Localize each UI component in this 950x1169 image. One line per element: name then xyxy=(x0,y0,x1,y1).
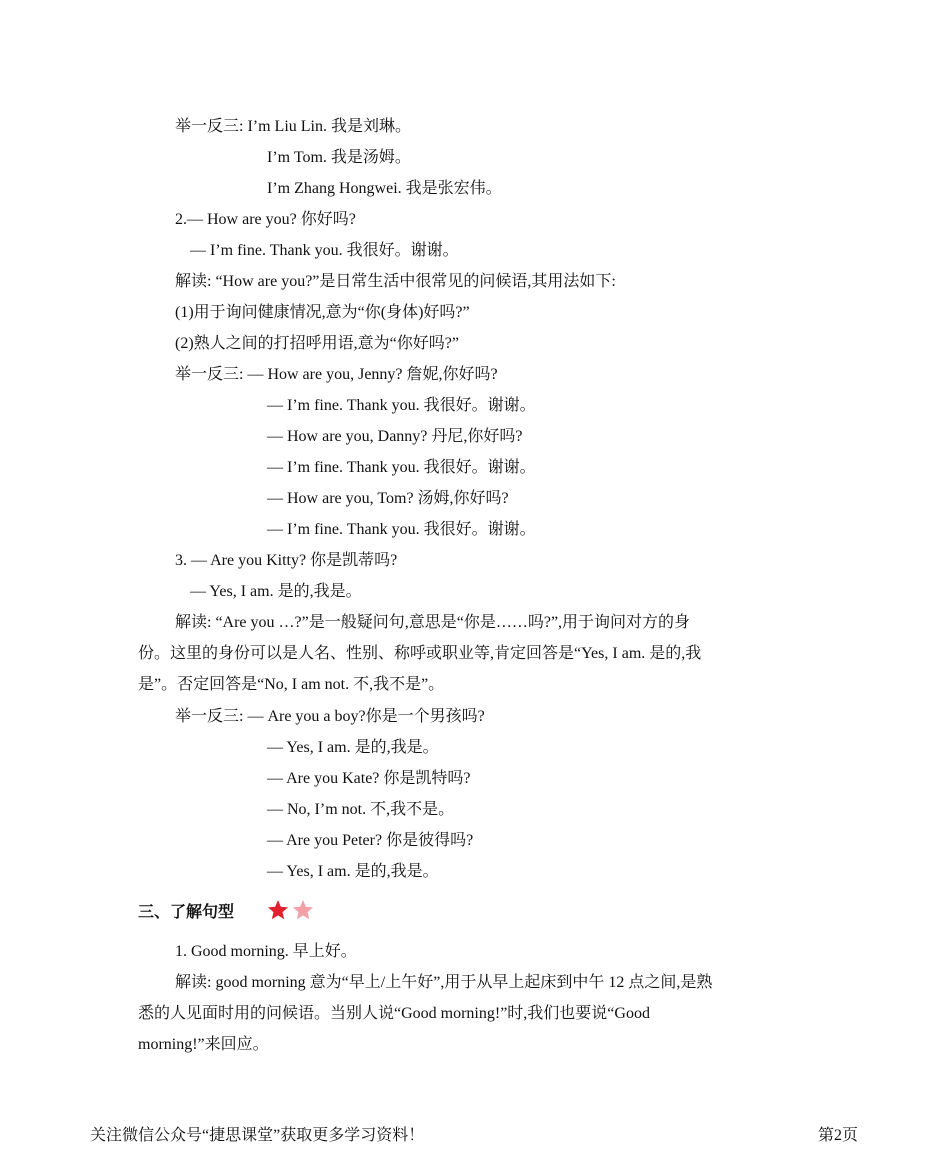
explanation-line: 解读: “Are you …?”是一般疑问句,意思是“你是……吗?”,用于询问对方的身 xyxy=(175,614,691,631)
rating-stars xyxy=(266,898,316,922)
example-line: — Are you Peter? 你是彼得吗? xyxy=(267,832,474,849)
footer-notice: 关注微信公众号“捷思课堂”获取更多学习资料！ xyxy=(90,1127,425,1144)
section-heading: 三、了解句型 xyxy=(138,904,235,921)
sentence-line: — Yes, I am. 是的,我是。 xyxy=(190,583,362,600)
example-line: — I’m fine. Thank you. 我很好。谢谢。 xyxy=(267,521,536,538)
star-light-icon xyxy=(293,900,313,919)
example-line: — How are you, Tom? 汤姆,你好吗? xyxy=(267,490,509,507)
example-line: — Are you Kate? 你是凯特吗? xyxy=(267,770,471,787)
example-line: I’m Tom. 我是汤姆。 xyxy=(267,149,411,166)
explanation-line: 份。这里的身份可以是人名、性别、称呼或职业等,肯定回答是“Yes, I am. 是的,我 xyxy=(138,645,702,662)
example-line: I’m Zhang Hongwei. 我是张宏伟。 xyxy=(267,180,502,197)
explanation-line: (1)用于询问健康情况,意为“你(身体)好吗?” xyxy=(175,304,470,321)
explanation-line: morning!”来回应。 xyxy=(138,1036,269,1053)
example-line: — I’m fine. Thank you. 我很好。谢谢。 xyxy=(267,459,536,476)
example-line: — Yes, I am. 是的,我是。 xyxy=(267,863,439,880)
example-line: — How are you, Danny? 丹尼,你好吗? xyxy=(267,428,523,445)
example-line: — I’m fine. Thank you. 我很好。谢谢。 xyxy=(267,397,536,414)
sentence-line: — I’m fine. Thank you. 我很好。谢谢。 xyxy=(190,242,459,259)
star-filled-icon xyxy=(268,900,288,919)
explanation-line: 解读: “How are you?”是日常生活中很常见的问候语,其用法如下: xyxy=(175,273,616,290)
explanation-line: 悉的人见面时用的问候语。当别人说“Good morning!”时,我们也要说“Good xyxy=(138,1005,650,1022)
example-line: 举一反三: — How are you, Jenny? 詹妮,你好吗? xyxy=(175,366,498,383)
sentence-line: 1. Good morning. 早上好。 xyxy=(175,943,357,960)
explanation-line: 解读: good morning 意为“早上/上午好”,用于从早上起床到中午 12 点之间,是熟 xyxy=(175,974,713,991)
example-line: — No, I’m not. 不,我不是。 xyxy=(267,801,455,818)
example-line: 举一反三: I’m Liu Lin. 我是刘琳。 xyxy=(175,118,411,135)
sentence-line: 2.— How are you? 你好吗? xyxy=(175,211,356,228)
explanation-line: (2)熟人之间的打招呼用语,意为“你好吗?” xyxy=(175,335,459,352)
explanation-line: 是”。否定回答是“No, I am not. 不,我不是”。 xyxy=(138,676,445,693)
example-line: 举一反三: — Are you a boy?你是一个男孩吗? xyxy=(175,708,485,725)
example-line: — Yes, I am. 是的,我是。 xyxy=(267,739,439,756)
page-number: 第2页 xyxy=(818,1127,859,1144)
sentence-line: 3. — Are you Kitty? 你是凯蒂吗? xyxy=(175,552,398,569)
